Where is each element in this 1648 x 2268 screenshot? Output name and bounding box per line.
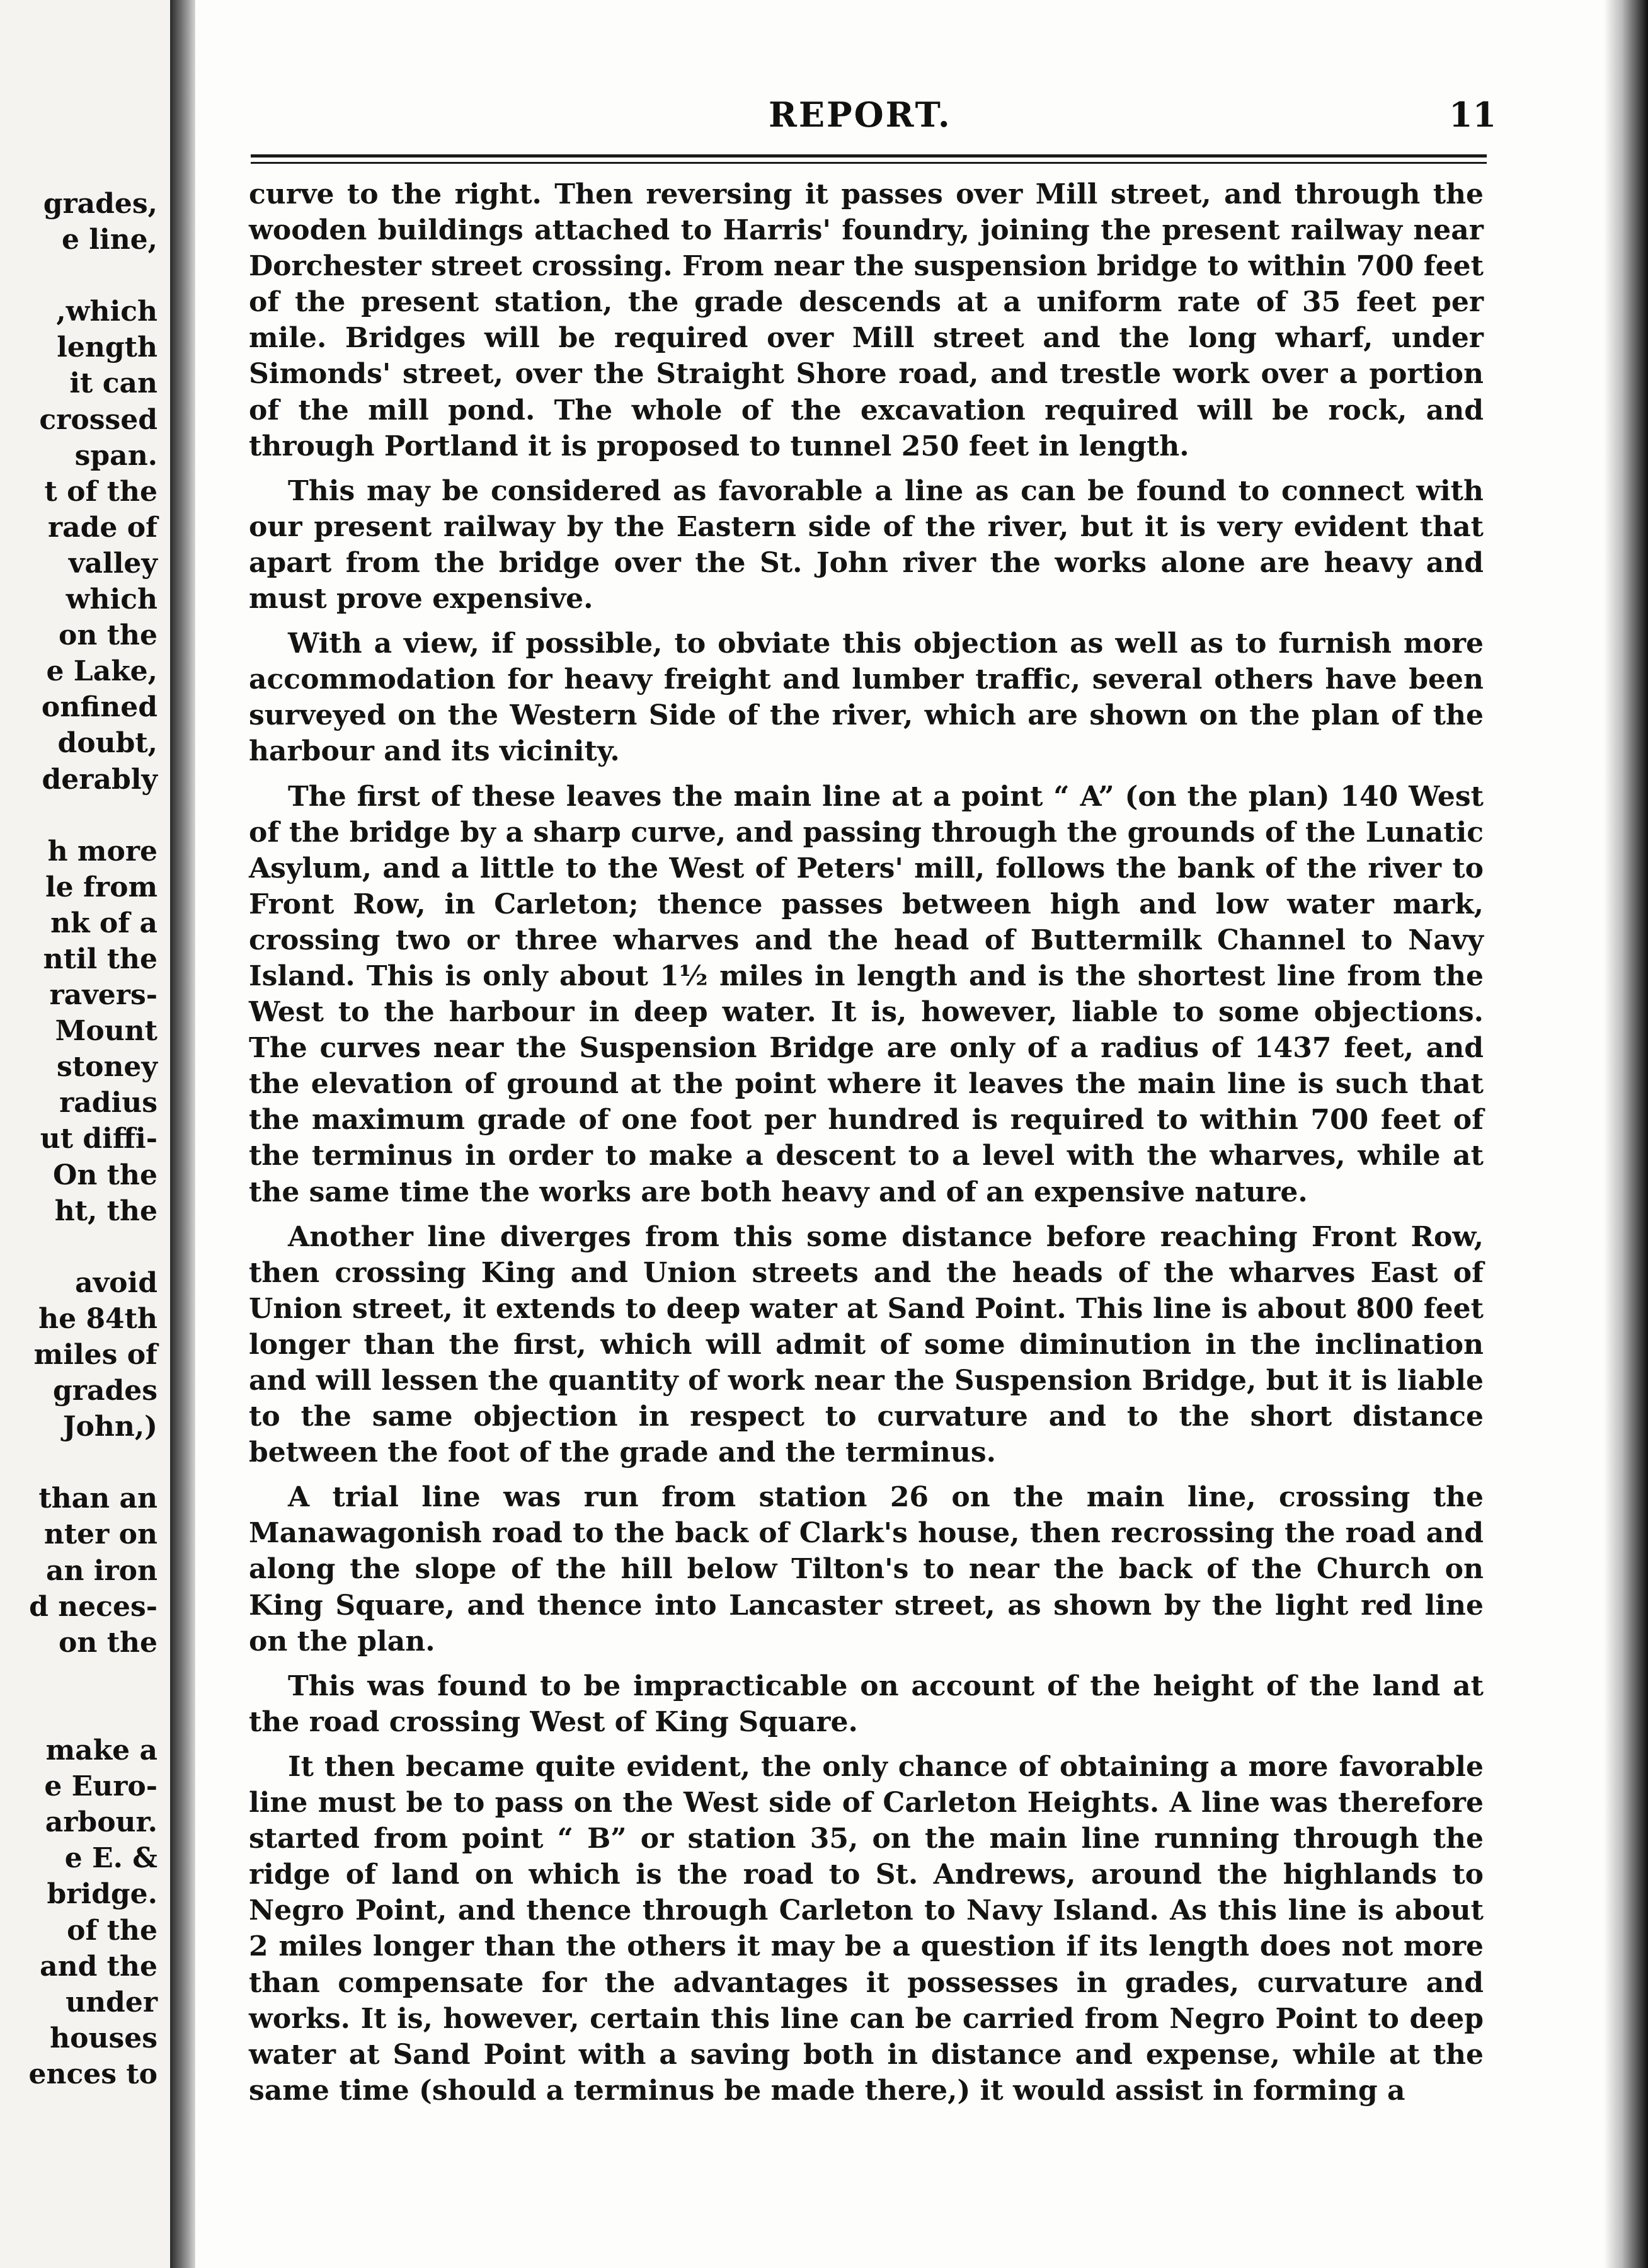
facing-line: t of the	[44, 475, 157, 508]
facing-line: John,)	[62, 1411, 157, 1443]
facing-line: on the	[59, 1626, 157, 1659]
facing-line: le from	[45, 871, 157, 903]
facing-line: ravers-	[49, 979, 157, 1012]
facing-line: e Euro-	[44, 1770, 157, 1803]
facing-line	[6, 1229, 157, 1265]
facing-line	[6, 1697, 157, 1732]
facing-line: an iron	[45, 1554, 157, 1587]
facing-line: span.	[74, 439, 157, 472]
facing-line: ht, the	[54, 1194, 157, 1227]
facing-page	[0, 0, 170, 2268]
facing-line: ,which	[56, 295, 157, 328]
facing-line: e E. &	[64, 1842, 157, 1875]
facing-line: nk of a	[50, 907, 157, 939]
paragraph: Another line diverges from this some distance before reaching Front Row, then crossing King and Union streets and the heads of the wharves East of Union street, it extends to deep water at Sand Point. This line is about 800 feet longer than the first, which will admit of some diminution in the inclination and will lessen the quantity of work near the Suspension Bridge, but it is liable to the same objection in respect to curvature and to the short distance between the foot of the grade and the terminus.	[249, 1220, 1484, 1469]
facing-line: valley	[68, 547, 157, 580]
facing-line: e line,	[61, 224, 157, 256]
facing-line: it can	[69, 367, 157, 400]
facing-line: ntil the	[43, 942, 157, 975]
facing-line: under	[66, 1986, 157, 2019]
facing-line: avoid	[75, 1266, 157, 1299]
report-body	[249, 176, 1484, 2117]
header-rule	[251, 154, 1487, 158]
running-title: REPORT.	[769, 94, 952, 135]
facing-line: derably	[42, 763, 157, 796]
facing-line: radius	[59, 1087, 157, 1120]
paragraph: With a view, if possible, to obviate this objection as well as to furnish more accommodation for heavy freight and lumber traffic, several others have been surveyed on the Western Side of the river, which are shown on the plan of the harbour and its vicinity.	[249, 627, 1484, 768]
facing-line: rade of	[47, 511, 157, 544]
facing-line: and the	[40, 1950, 157, 1983]
facing-line: e Lake,	[46, 655, 157, 688]
facing-line	[6, 258, 157, 294]
facing-line: on the	[59, 619, 157, 652]
facing-line: than an	[38, 1482, 157, 1515]
facing-line: miles of	[33, 1339, 157, 1371]
facing-line: which	[66, 583, 157, 616]
facing-line: length	[57, 331, 157, 364]
facing-line: Mount	[55, 1015, 157, 1048]
facing-line: grades,	[43, 188, 157, 220]
paragraph: curve to the right. Then reversing it passes over Mill street, and through the wooden buildings attached to Harris' foundry, joining the present railway near Dorchester street crossing. From near the suspension bridge to within 700 feet of the present station, the grade descends at a uniform rate of 35 feet per mile. Bridges will be required over Mill street and the long wharf, under Simonds' street, over the Straight Shore road, and trestle work over a portion of the mill pond. The whole of the excavation required will be rock, and through Portland it is proposed to tunnel 250 feet in length.	[249, 178, 1484, 462]
facing-line: ut diffi-	[40, 1123, 157, 1155]
facing-line	[6, 1445, 157, 1480]
header-rule-thin	[251, 162, 1487, 164]
running-header	[0, 94, 1648, 145]
facing-line: arbour.	[45, 1806, 157, 1839]
paragraph: It then became quite evident, the only chance of obtaining a more favorable line must be to pass on the West side of Carleton Heights. A line was therefore started from point “ B” or station 35, on the main line running through the ridge of land on which is the road to St. Andrews, around the highlands to Negro Point, and thence through Carleton to Navy Island. As this line is about 2 miles longer than the others it may be a question if its length does not more than compensate for the advantages it possesses in grades, curvature and works. It is, however, certain this line can be carried from Negro Point to deep water at Sand Point with a saving both in distance and expense, while at the same time (should a terminus be made there,) it would assist in forming a	[249, 1750, 1484, 2107]
book-gutter	[170, 0, 195, 2268]
paragraph: This may be considered as favorable a line as can be found to connect with our present railway by the Eastern side of the river, but it is very evident that apart from the bridge over the St. John river the works alone are heavy and must prove expensive.	[249, 474, 1484, 616]
facing-line: he 84th	[38, 1302, 157, 1335]
facing-line: h more	[47, 835, 157, 868]
facing-line: stoney	[57, 1051, 157, 1084]
facing-line: grades	[53, 1375, 157, 1407]
facing-line: doubt,	[57, 727, 157, 760]
facing-line: make a	[45, 1734, 157, 1767]
paragraph: A trial line was run from station 26 on the main line, crossing the Manawagonish road to the back of Clark's house, then recrossing the road and along the slope of the hill below Tilton's to near the back of the Church on King Square, and thence into Lancaster street, as shown by the light red line on the plan.	[249, 1481, 1484, 1658]
facing-line: crossed	[39, 403, 157, 436]
facing-line: bridge.	[47, 1878, 157, 1911]
facing-page-text	[6, 186, 157, 2092]
facing-line: On the	[53, 1159, 157, 1191]
facing-line: houses	[50, 2022, 157, 2054]
facing-line	[6, 1661, 157, 1697]
facing-line: nter on	[43, 1518, 157, 1551]
facing-line: d neces-	[29, 1590, 157, 1623]
paragraph: The first of these leaves the main line at a point “ A” (on the plan) 140 West of the bridge by a sharp curve, and passing through the grounds of the Lunatic Asylum, and a little to the West of Peters' mill, follows the bank of the river to Front Row, in Carleton; thence passes between high and low water mark, crossing two or three wharves and the head of Buttermilk Channel to Navy Island. This is only about 1½ miles in length and is the shortest line from the West to the harbour in deep water. It is, however, liable to some objections. The curves near the Suspension Bridge are only of a radius of 1437 feet, and the elevation of ground at the point where it leaves the main line is such that the maximum grade of one foot per hundred is required to within 700 feet of the terminus in order to make a descent to a level with the wharves, while at the same time the works are both heavy and of an expensive nature.	[249, 780, 1484, 1208]
facing-line	[6, 798, 157, 833]
page-edge	[1604, 0, 1648, 2268]
facing-line: ences to	[28, 2058, 157, 2090]
paragraph: This was found to be impracticable on account of the height of the land at the road crossing West of King Square.	[249, 1670, 1484, 1738]
facing-line: onfined	[41, 691, 157, 724]
page-number: 11	[1449, 94, 1497, 135]
facing-line: of the	[67, 1914, 157, 1947]
